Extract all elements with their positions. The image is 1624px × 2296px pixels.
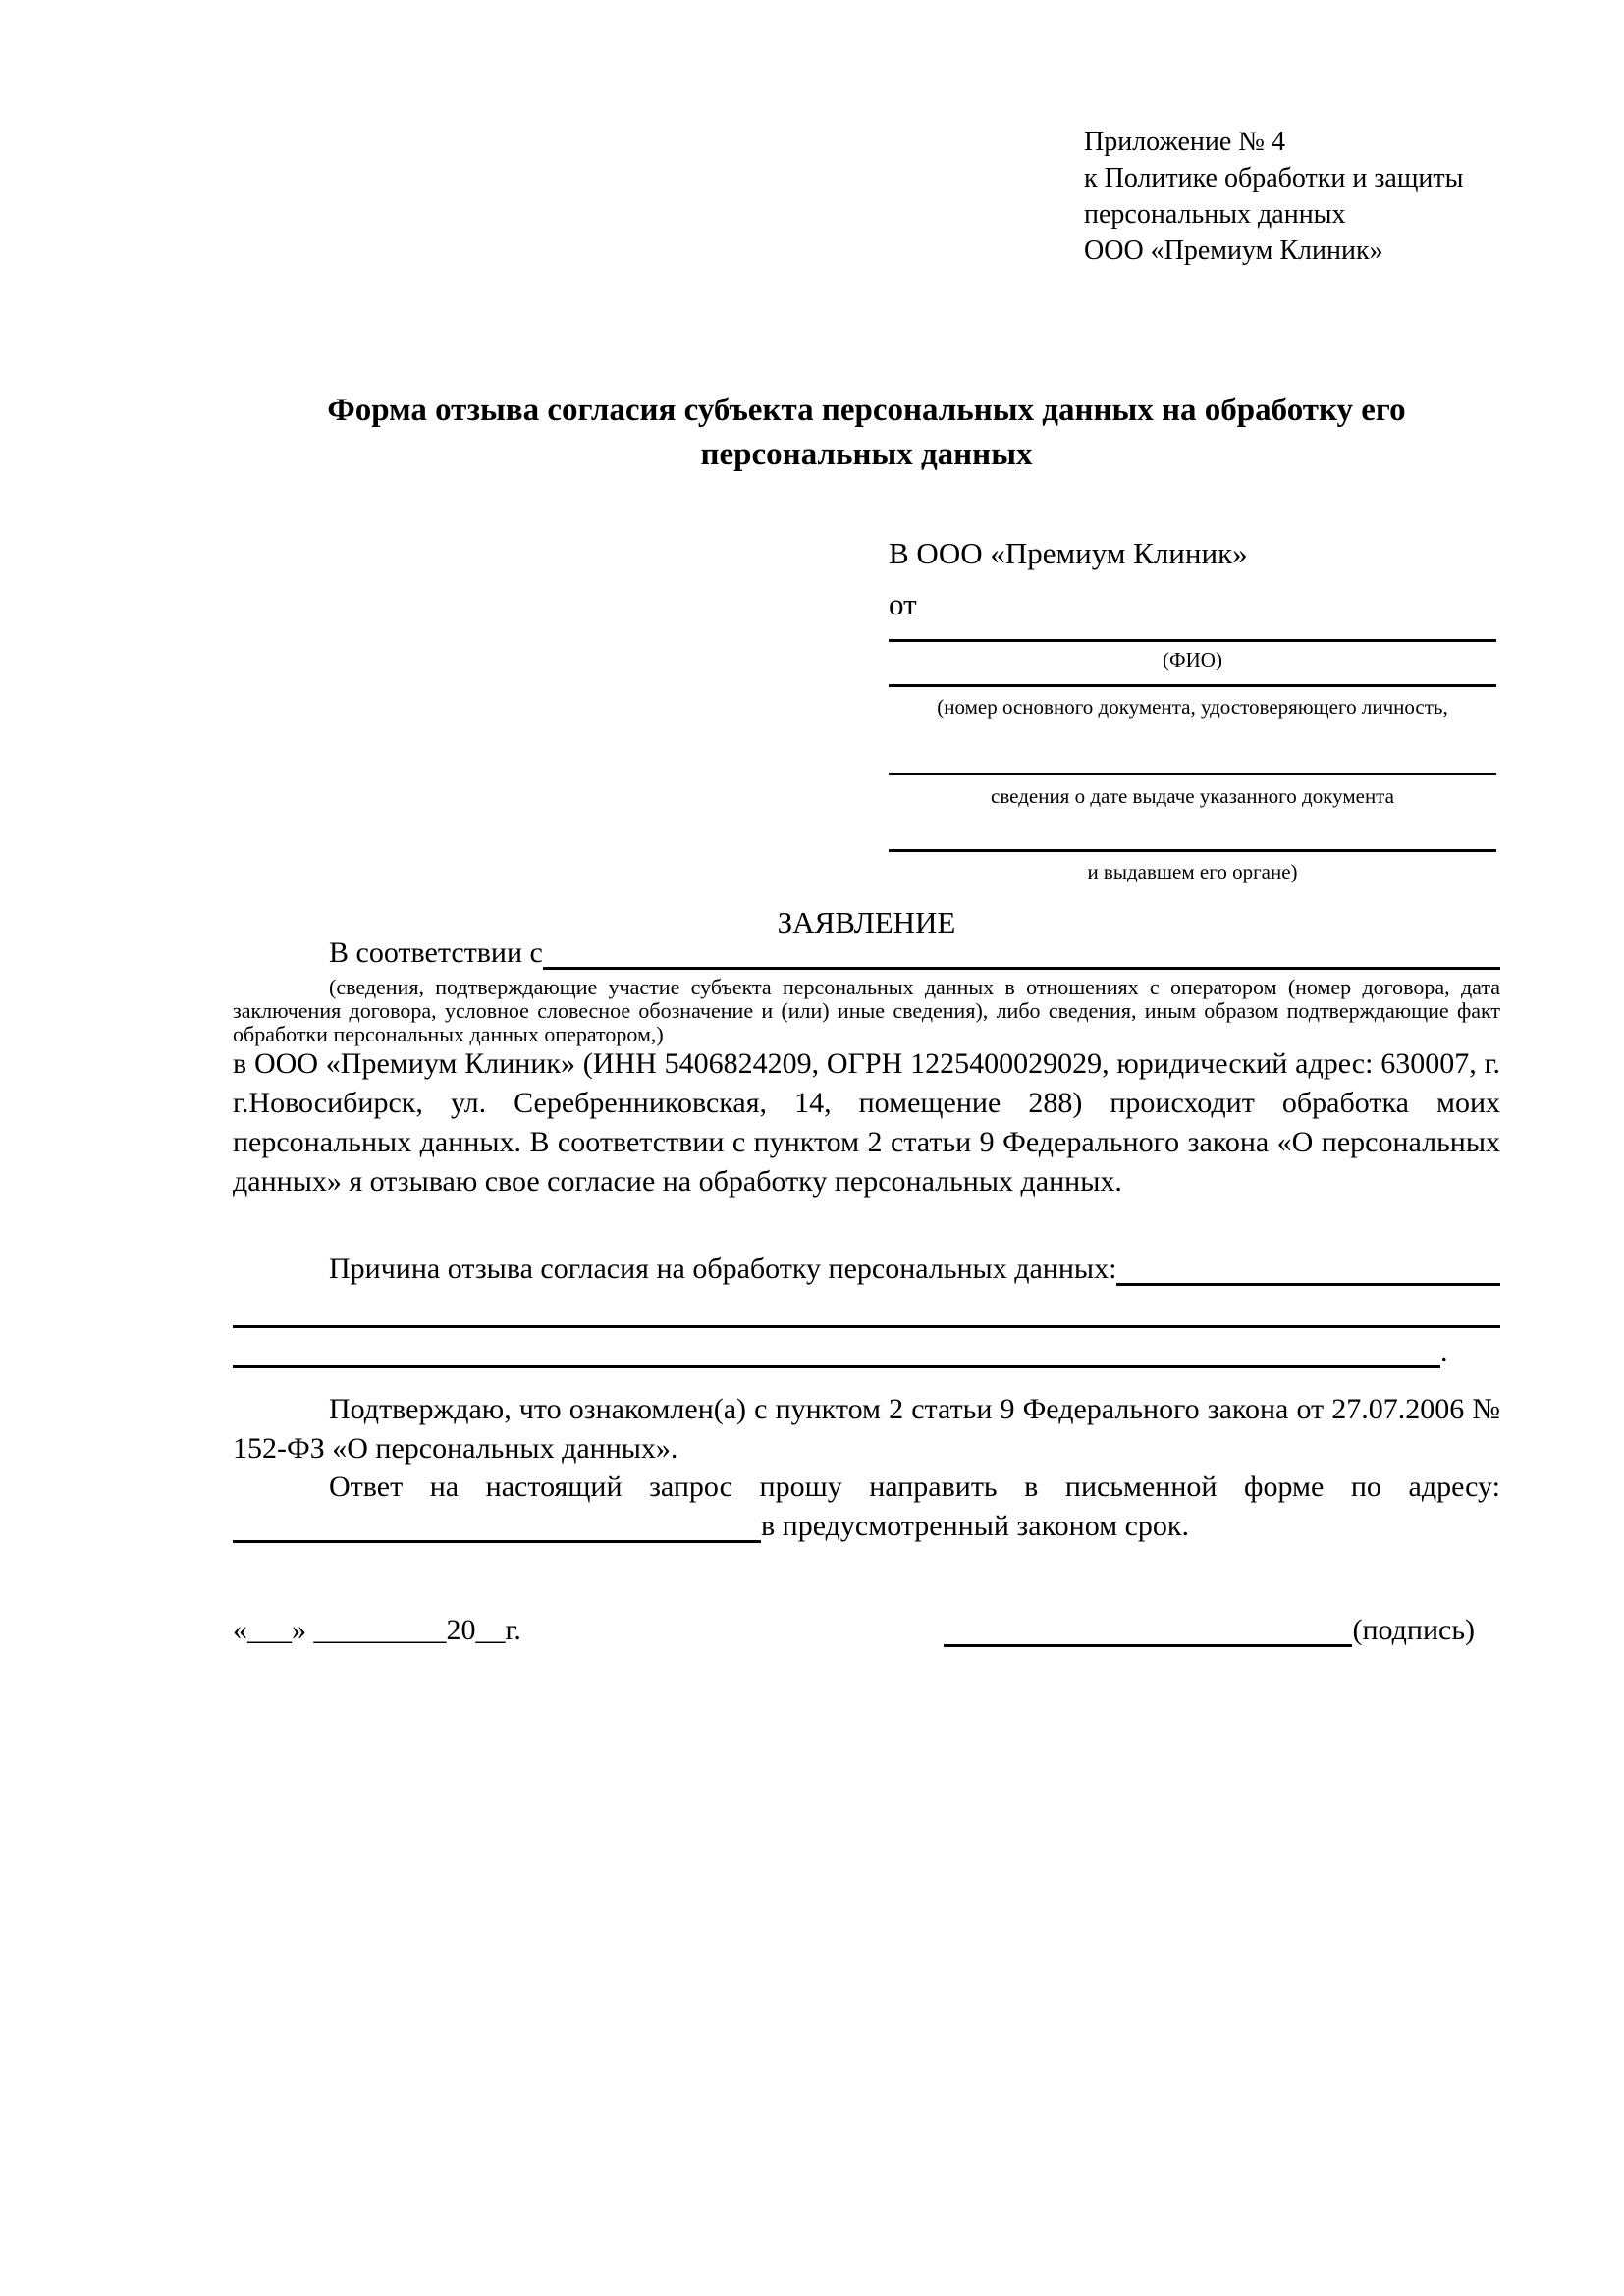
issue-date-caption: сведения о дате выдаче указанного документа bbox=[991, 784, 1394, 808]
appendix-header-line: персональных данных bbox=[1084, 199, 1346, 230]
document-title: Форма отзыва согласия субъекта персональных данных на обработку его персональных данных bbox=[327, 393, 1406, 472]
intro-prefix: В соответствии с bbox=[329, 936, 543, 969]
address-blank-line bbox=[233, 1507, 761, 1543]
document-number-caption: (номер основного документа, удостоверяющего личность, bbox=[937, 695, 1448, 719]
issuing-authority-blank-line bbox=[889, 849, 1496, 852]
fio-caption: (ФИО) bbox=[1163, 648, 1222, 671]
signature-blank-line bbox=[944, 1609, 1352, 1647]
statement-body: в ООО «Премиум Клиник» (ИНН 5406824209, ОГРН 1225400029029, юридический адрес: 630007, г. г.Новосибирск, ул. Серебренниковская, 14, помещение 288) происходит обработка моих персональных данных. В соответствии с пунктом 2 статьи 9 Федерального закона «О персональных данных» я отзываю свое согласие на обработку персональных данных. bbox=[233, 1047, 1500, 1198]
appendix-header-line: ООО «Премиум Клиник» bbox=[1084, 236, 1383, 266]
reason-blank-row-3 bbox=[233, 1335, 1500, 1368]
statement-heading: ЗАЯВЛЕНИЕ bbox=[777, 905, 956, 939]
signature-row bbox=[233, 1612, 1500, 1647]
document-number-blank-line bbox=[889, 684, 1496, 687]
reason-blank-line-3 bbox=[233, 1332, 1440, 1368]
appendix-header bbox=[1084, 124, 1463, 269]
intro-blank-line bbox=[543, 934, 1500, 970]
signature-caption: (подпись) bbox=[1352, 1614, 1475, 1646]
reply-suffix: в предусмотренный законом срок. bbox=[761, 1510, 1189, 1542]
appendix-header-line: к Политике обработки и защиты bbox=[1084, 163, 1464, 193]
issue-date-blank-line bbox=[889, 773, 1496, 775]
recipient-from-label: от bbox=[889, 587, 917, 621]
reason-row bbox=[233, 1251, 1500, 1286]
reply-request-paragraph: Ответ на настоящий запрос прошу направить в письменной форме по адресу: bbox=[329, 1470, 1500, 1503]
reason-label: Причина отзыва согласия на обработку персональных данных: bbox=[329, 1253, 1117, 1285]
signature-group bbox=[944, 1612, 1475, 1647]
reply-address-row bbox=[233, 1510, 1500, 1543]
fio-blank-line bbox=[889, 639, 1496, 642]
confirmation-paragraph: Подтверждаю, что ознакомлен(а) с пунктом 2 статьи 9 Федерального закона от 27.07.2006 № 152-ФЗ «О персональных данных». bbox=[233, 1393, 1500, 1465]
reason-blank-line-2 bbox=[233, 1325, 1500, 1328]
issuing-authority-caption: и выдавшем его органе) bbox=[1087, 860, 1298, 883]
reason-blank-line bbox=[1116, 1248, 1500, 1286]
sentence-period: . bbox=[1440, 1335, 1448, 1367]
intro-row bbox=[233, 936, 1500, 970]
date-blank: «___» _________20__г. bbox=[233, 1614, 521, 1646]
appendix-header-line: Приложение № 4 bbox=[1084, 127, 1285, 157]
recipient-to: В ООО «Премиум Клиник» bbox=[889, 536, 1248, 570]
intro-footnote: (сведения, подтверждающие участие субъекта персональных данных в отношениях с оператором (номер договора, дата заключения договора, условное словесное обозначение и (или) иные сведения), либо сведения, иным образом подтверждающие факт обработки персональных данных оператором,) bbox=[233, 975, 1500, 1046]
